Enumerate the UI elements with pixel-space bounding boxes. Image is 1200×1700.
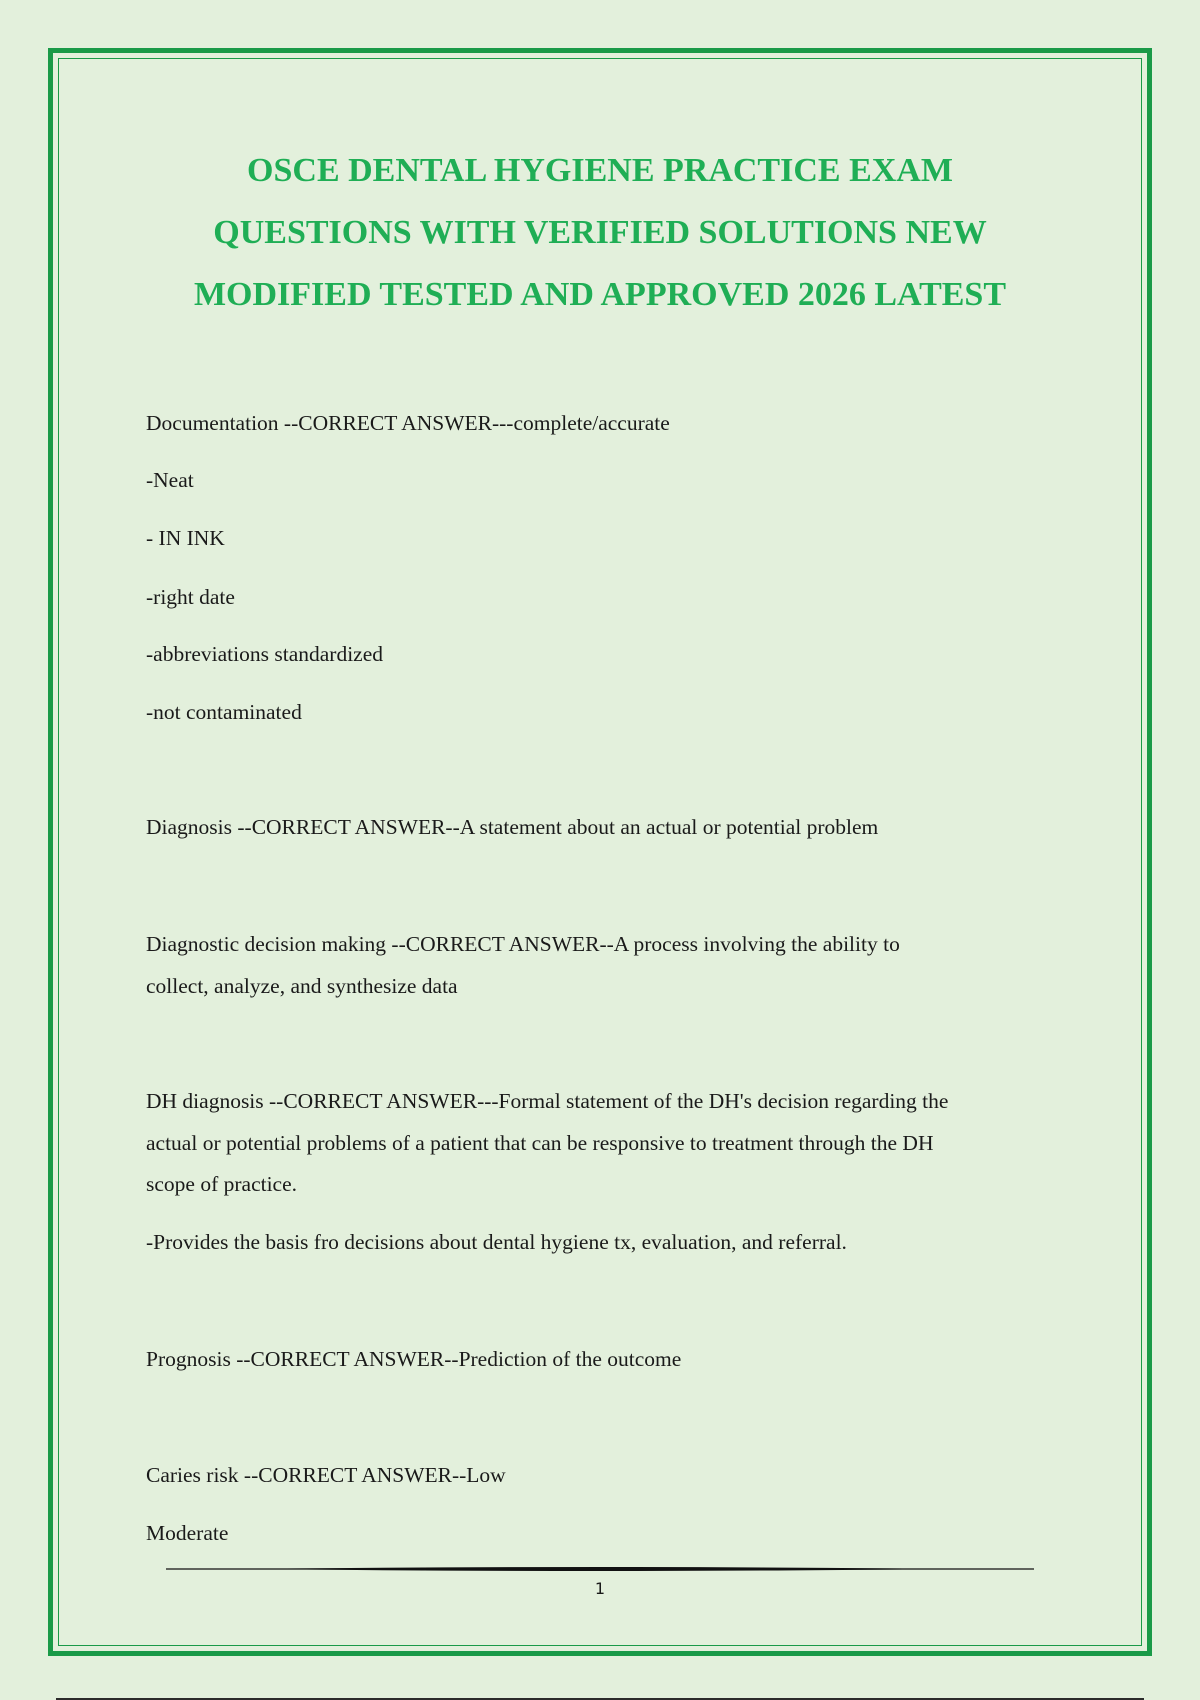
page-number: 1 bbox=[594, 1579, 606, 1598]
document-title bbox=[60, 140, 1140, 326]
diagnosis-entry: Diagnosis --CORRECT ANSWER--A statement about an actual or potential problem bbox=[146, 815, 879, 839]
title-line: OSCE DENTAL HYGIENE PRACTICE EXAM bbox=[247, 152, 953, 189]
dh-diagnosis-continuation: scope of practice. bbox=[146, 1172, 298, 1196]
caries-risk-moderate: Moderate bbox=[146, 1521, 229, 1545]
documentation-item-ink: - IN INK bbox=[146, 526, 225, 550]
caries-risk-entry: Caries risk --CORRECT ANSWER--Low bbox=[146, 1463, 506, 1487]
documentation-item-neat: -Neat bbox=[146, 468, 194, 492]
documentation-item-date: -right date bbox=[146, 585, 235, 609]
documentation-entry: Documentation --CORRECT ANSWER---complete/accurate bbox=[146, 411, 670, 435]
documentation-item-contaminated: -not contaminated bbox=[146, 700, 302, 724]
diagnostic-decision-entry: Diagnostic decision making --CORRECT ANSWER--A process involving the ability to bbox=[146, 932, 900, 956]
title-line: MODIFIED TESTED AND APPROVED 2026 LATEST bbox=[193, 276, 1007, 313]
footer-rule bbox=[166, 1566, 1034, 1572]
dh-diagnosis-entry: DH diagnosis --CORRECT ANSWER---Formal statement of the DH's decision regarding the bbox=[146, 1089, 949, 1113]
title-line: QUESTIONS WITH VERIFIED SOLUTIONS NEW bbox=[213, 214, 987, 251]
dh-diagnosis-basis: -Provides the basis fro decisions about dental hygiene tx, evaluation, and referral. bbox=[146, 1230, 847, 1254]
prognosis-entry: Prognosis --CORRECT ANSWER--Prediction of the outcome bbox=[146, 1347, 682, 1371]
documentation-item-abbreviations: -abbreviations standardized bbox=[146, 642, 384, 666]
dh-diagnosis-continuation: actual or potential problems of a patient that can be responsive to treatment through the DH bbox=[146, 1131, 934, 1155]
diagnostic-decision-continuation: collect, analyze, and synthesize data bbox=[146, 974, 458, 998]
